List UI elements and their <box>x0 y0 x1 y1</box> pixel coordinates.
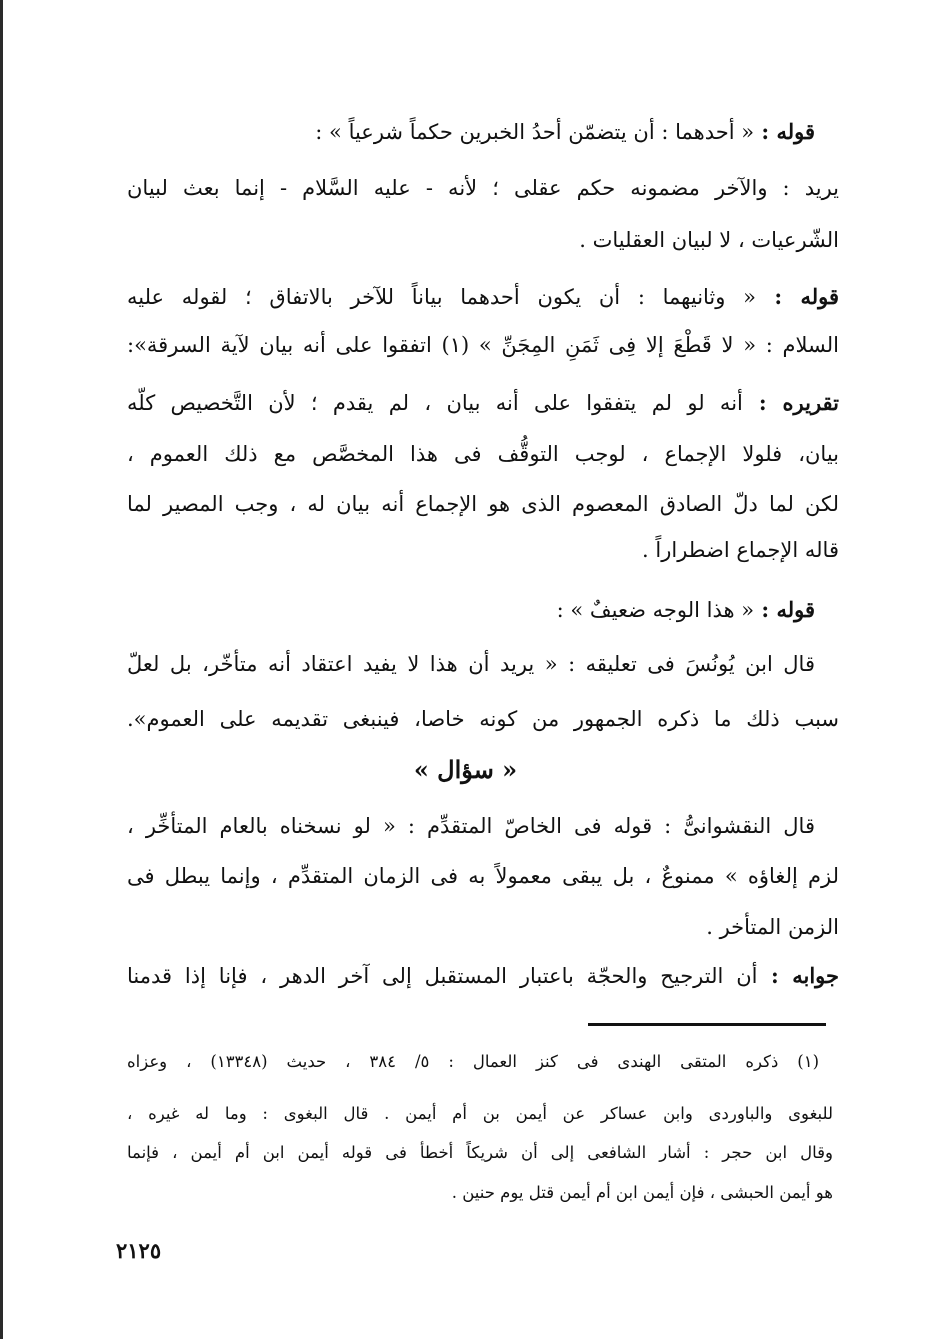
text-line <box>127 811 815 843</box>
text-line <box>127 117 815 149</box>
text-line <box>127 961 839 993</box>
footnote-line: (١) ذكره المتقى الهندى فى كنز العمال : ٥/ ٣٨٤ ، حديث (١٣٣٤٨) ، وعزاه <box>127 1052 819 1071</box>
line-text: أنه لو لم يتفقوا على أنه بيان ، لم يقدم ؛ لأن التَّخصيص كلّه <box>127 391 743 415</box>
text-line <box>127 535 839 567</box>
text-line <box>127 282 839 314</box>
line-text: قال ابن يُونُسَ فى تعليقه : « يريد أن هذا لا يفيد اعتقاد أنه متأخّر، بل لعلّ <box>127 652 815 676</box>
text-line <box>127 388 839 420</box>
line-text: قاله الإجماع اضطراراً . <box>642 538 839 562</box>
text-line <box>127 330 839 362</box>
text-line <box>127 595 815 627</box>
line-text: بيان، فلولا الإجماع ، لوجب التوقُّف فى هذا المخصَّص مع ذلك العموم ، <box>127 442 839 466</box>
text-line <box>127 861 839 893</box>
line-text: السلام : « لا قَطْعَ إلا فِى ثَمَنِ المِجَنِّ » (١) اتفقوا على أنه بيان لآية السرقة»: <box>127 333 840 357</box>
text-line <box>127 225 839 257</box>
line-keyword: جوابه : <box>757 963 839 988</box>
text-line <box>127 704 839 736</box>
text-line <box>127 173 839 205</box>
line-text: « هذا الوجه ضعيفٌ » : <box>556 598 755 622</box>
footnote-line: وقال ابن حجر : أشار الشافعى إلى أن شريكاً أخطأ فى قوله أيمن ابن أم أيمن ، فإنما <box>127 1143 833 1162</box>
line-text: الشّرعيات ، لا لبيان العقليات . <box>579 228 839 252</box>
footnote-separator <box>588 1023 826 1026</box>
line-keyword: قوله : <box>754 597 815 622</box>
line-text: سبب ذلك ما ذكره الجمهور من كونه خاصا، فينبغى تقديمه على العموم». <box>127 707 839 731</box>
footnote-line: للبغوى والباوردى وابن عساكر عن أيمن بن أم أيمن . قال البغوى : وما له غيره ، <box>127 1104 833 1123</box>
text-line <box>127 439 839 471</box>
line-text: « أحدهما : أن يتضمّن أحدُ الخبرين حكماً شرعياً » : <box>315 120 755 144</box>
line-keyword: قوله : <box>756 284 840 309</box>
page-number: ٢١٢٥ <box>116 1238 162 1263</box>
line-text: يريد : والآخر مضمونه حكم عقلى ؛ لأنه - عليه السَّلام - إنما بعث لبيان <box>127 176 839 200</box>
text-line <box>127 649 815 681</box>
footnote-line: هو أيمن الحبشى ، فإن أيمن ابن أم أيمن قتل يوم حنين . <box>451 1183 833 1202</box>
text-line <box>127 912 839 944</box>
line-text: لكن لما دلّ الصادق المعصوم الذى هو الإجماع أنه بيان له ، وجب المصير لما <box>127 492 839 516</box>
section-heading: « سؤال » <box>413 755 518 784</box>
text-line <box>127 489 839 521</box>
line-text: الزمن المتأخر . <box>706 915 839 939</box>
line-text: « وثانيهما : أن يكون أحدهما بياناً للآخر بالاتفاق ؛ لقوله عليه <box>127 285 756 309</box>
line-keyword: تقريره : <box>742 390 839 415</box>
line-text: لزم إلغاؤه » ممنوعٌ ، بل يبقى معمولاً به فى الزمان المتقدِّم ، وإنما يبطل فى <box>127 864 839 888</box>
line-keyword: قوله : <box>754 119 815 144</box>
line-text: أن الترجيح والحجّة باعتبار المستقبل إلى آخر الدهر ، فإنا إذا قدمنا <box>127 964 758 988</box>
line-text: قال النقشوانىُّ : قوله فى الخاصّ المتقدِّم : « لو نسخناه بالعام المتأخِّر ، <box>127 814 815 838</box>
